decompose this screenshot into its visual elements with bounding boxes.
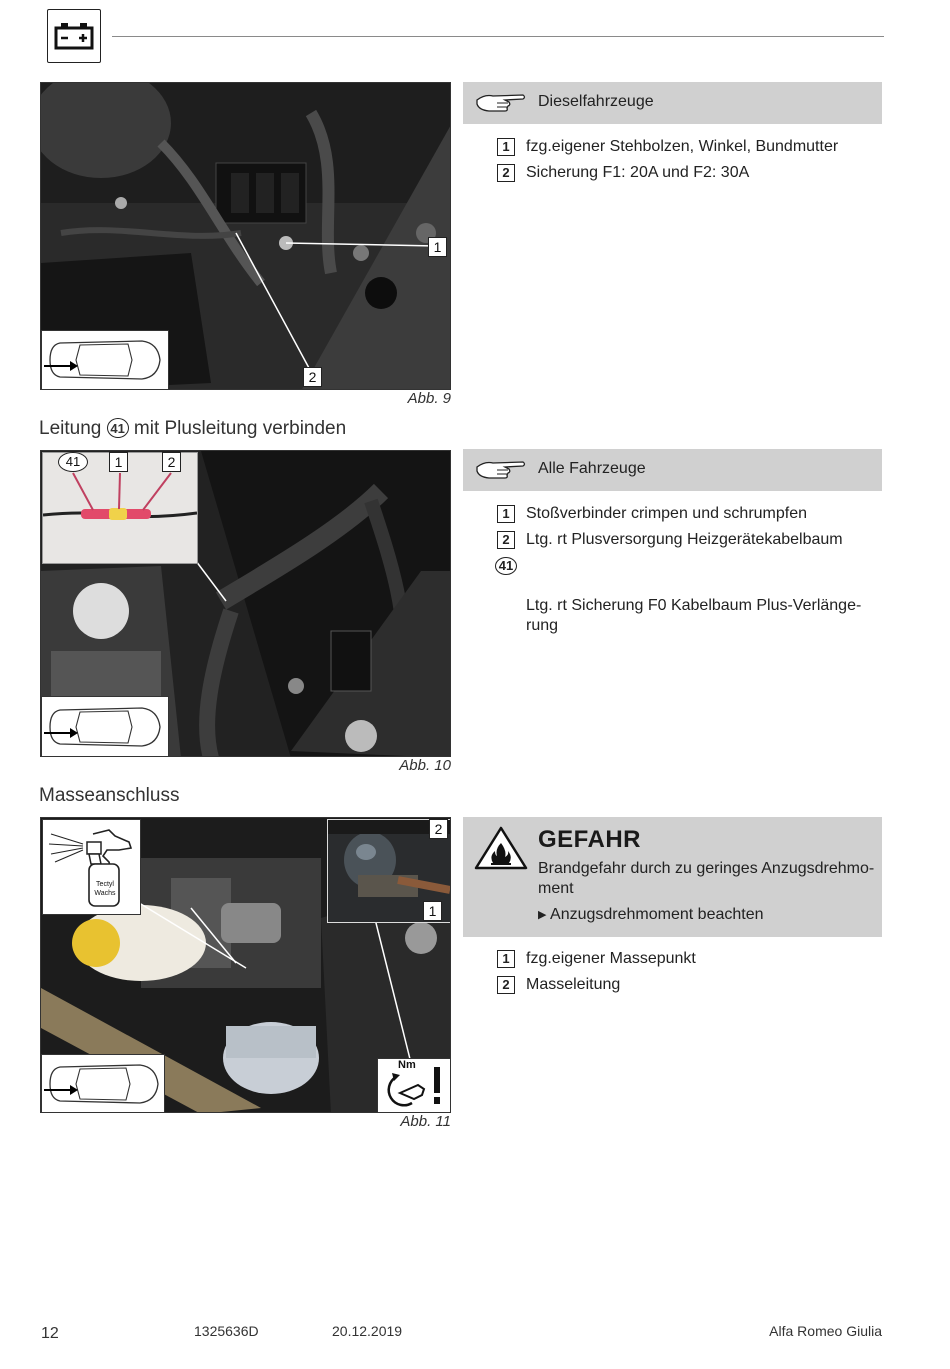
legend-number: 2 (497, 164, 515, 182)
car-icon (42, 331, 168, 389)
section-heading-after: mit Plusleitung verbinden (133, 418, 347, 439)
danger-warning-box (463, 817, 882, 937)
figure-9-photo (40, 82, 451, 390)
legend-number: 1 (497, 950, 515, 968)
header-rule (112, 36, 884, 37)
callout-1: 1 (109, 452, 128, 472)
fire-hazard-icon (473, 825, 529, 871)
legend-item (497, 949, 887, 969)
battery-icon-box (47, 9, 101, 63)
legend-item (497, 556, 887, 636)
page-number: 12 (41, 1325, 59, 1342)
spray-label: Tectyl Wachs (94, 881, 116, 897)
legend-text: Sicherung F1: 20A und F2: 30A (526, 164, 750, 181)
danger-action-text: Anzugsdrehmoment beachten (550, 906, 764, 923)
legend-number: 41 (495, 557, 517, 575)
document-date: 20.12.2019 (332, 1323, 403, 1339)
legend-number: 1 (497, 138, 515, 156)
section-heading-before: Leitung (39, 418, 102, 439)
legend-item (497, 163, 887, 183)
legend-text: fzg.eigener Stehbolzen, Winkel, Bundmutter (526, 138, 839, 155)
callout-1: 1 (423, 901, 442, 921)
figure-9-caption: Abb. 9 (407, 390, 451, 407)
pointing-hand-icon (475, 90, 527, 114)
section-heading-masse: Masseanschluss (39, 785, 180, 806)
spray-can-icon (43, 820, 140, 914)
diesel-vehicles-label: Dieselfahrzeuge (538, 93, 654, 110)
spray-wax-inset (42, 819, 141, 915)
legend-item (497, 975, 887, 995)
legend-item (497, 504, 887, 524)
document-number: 1325636D (194, 1323, 259, 1339)
vehicle-position-inset (41, 696, 169, 757)
legend-number: 2 (497, 531, 515, 549)
danger-title: GEFAHR (538, 826, 642, 853)
legend-text: Ltg. rt Plusversorgung Heizgerätekabelbaum (526, 531, 843, 548)
all-vehicles-legend-list (497, 504, 887, 642)
all-vehicles-label: Alle Fahrzeuge (538, 460, 646, 477)
battery-icon (53, 21, 95, 51)
legend-text: fzg.eigener Massepunkt (526, 950, 696, 967)
pointing-hand-icon (475, 457, 527, 481)
figure-11-caption: Abb. 11 (400, 1113, 451, 1130)
callout-41: 41 (58, 452, 88, 472)
callout-2: 2 (303, 367, 322, 387)
legend-text: Ltg. rt Sicherung F0 Kabelbaum Plus-Verlänge- rung (526, 597, 862, 634)
car-icon (42, 697, 168, 757)
legend-text: Stoßverbinder crimpen und schrumpfen (526, 505, 808, 522)
legend-item (497, 137, 887, 157)
vehicle-position-inset (41, 330, 169, 390)
callout-2: 2 (162, 452, 181, 472)
diesel-vehicles-box (463, 82, 882, 124)
ground-legend-list (497, 949, 887, 1001)
figure-10-caption: Abb. 10 (399, 757, 451, 774)
callout-2: 2 (429, 819, 448, 839)
vehicle-position-inset (41, 1054, 165, 1113)
section-heading-leitung (39, 418, 346, 440)
torque-inset (377, 1058, 451, 1113)
all-vehicles-box (463, 449, 882, 491)
figure-11-photo (40, 817, 451, 1113)
legend-number: 2 (497, 976, 515, 994)
diesel-legend-list (497, 137, 887, 189)
danger-action (538, 906, 764, 924)
torque-label: Nm (398, 1059, 416, 1071)
danger-text: Brandgefahr durch zu geringes Anzugsdrehmo- ment (538, 860, 875, 897)
vehicle-model: Alfa Romeo Giulia (769, 1323, 882, 1339)
legend-text: Masseleitung (526, 976, 621, 993)
legend-item (497, 530, 887, 550)
legend-number: 1 (497, 505, 515, 523)
callout-1: 1 (428, 237, 447, 257)
figure-10-photo (40, 450, 451, 757)
car-icon (42, 1055, 164, 1113)
circled-number: 41 (107, 418, 129, 438)
play-arrow-icon: ▶ (538, 909, 547, 921)
